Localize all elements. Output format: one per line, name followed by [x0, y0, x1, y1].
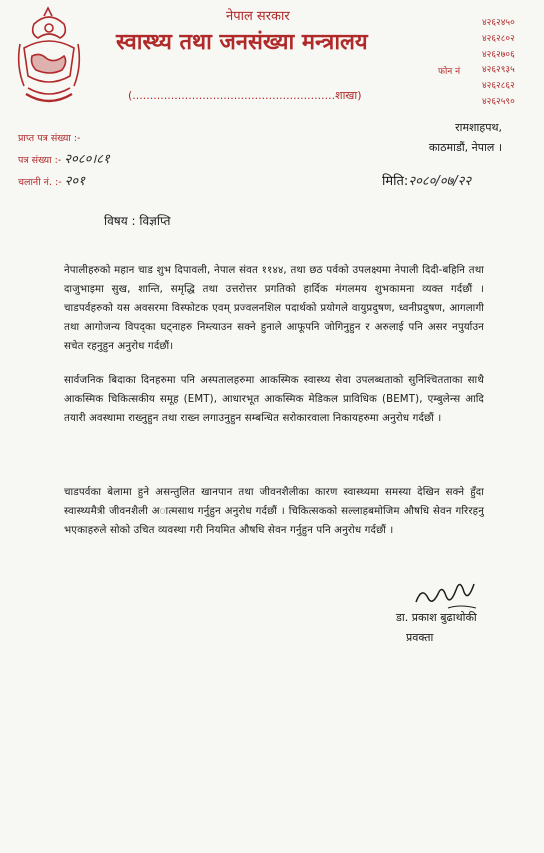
- letter-number-value: २०८०।८१: [64, 152, 110, 167]
- body-paragraph: चाडपर्वका बेलामा हुने असन्तुलित खानपान तथा जीवनशैलीका कारण स्वास्थ्यमा समस्या देखिन सक्ने हुँदा स्वास्थ्यमैत्री जीवनशैली अात्मसाथ गर्नुहुन अनुरोध गर्दछौं । चिकित्सकको सल्लाहबमोजिम औषधि सेवन गरिरहनु भएकाहरुले सोको उचित व्यवस्था गरी नियमित औषधि सेवन गर्नुहुन पनि अनुरोध गर्दछौं ।: [64, 487, 484, 536]
- body-paragraph: सार्वजनिक बिदाका दिनहरुमा पनि अस्पतालहरुमा आकस्मिक स्वास्थ्य सेवा उपलब्धताको सुनिश्चितताका साथै आकस्मिक चिकित्सकीय समूह (EMT), आधारभूत आकस्मिक मेडिकल प्राविधिक (BEMT), एम्बुलेन्स आदि तयारी अवस्थामा राख्नुहुन तथा राख्न लगाउनुहुन सम्बन्धित सरोकारवाला निकायहरुमा अनुरोध गर्दछौं ।: [64, 375, 484, 424]
- subject-line: [104, 212, 171, 229]
- ministry-title: स्वास्थ्य तथा जनसंख्या मन्त्रालय: [116, 30, 368, 55]
- letter-number-label: पत्र संख्या :-: [18, 155, 62, 166]
- phone-number: ४२६२७०६: [482, 49, 515, 60]
- date-line: [382, 171, 471, 189]
- dispatch-number-value: २०१: [64, 174, 85, 189]
- phone-number: ४२६२८६२: [482, 81, 515, 92]
- phone-number: ४२६२९३५: [482, 65, 515, 76]
- phone-number: ४२६२८०२: [482, 33, 515, 44]
- reference-block: [18, 128, 110, 193]
- phone-list: [482, 16, 515, 111]
- subject-text: विज्ञप्ति: [139, 214, 171, 228]
- received-number-label: प्राप्त पत्र संख्या :-: [18, 133, 81, 144]
- nepal-emblem-logo: [14, 4, 84, 108]
- phone-number: ४२६२५९०: [482, 96, 515, 107]
- date-value: २०८०/०७/२२: [408, 174, 472, 189]
- subject-label: विषय :: [104, 214, 136, 228]
- body-paragraph: नेपालीहरुको महान चाड शुभ दिपावली, नेपाल संवत ११४४, तथा छठ पर्वको उपलक्ष्यमा नेपाली दिदी-बहिनि तथा दाजुभाइमा सुख, शान्ति, समृद्धि तथा उत्तरोत्तर प्रगतिको हार्दिक मंगलमय शुभकामना व्यक्त गर्दछौं । चाडपर्वहरुको यस अवसरमा विस्फोटक एवम् प्रज्वलनशिल पदार्थको प्रयोगले वायुप्रदुषण, ध्वनीप्रदुषण, आगलागी तथा आगोजन्य विपद्का घट्नाहरु निम्त्याउन सक्ने हुनाले आफूपनि जोगिनुहुन र अरुलाई पनि असर नपुर्याउन सचेत रहनुहुन अनुरोध गर्दछौं।: [64, 265, 484, 352]
- letter-number-row: [18, 149, 110, 171]
- date-label: मिति:: [382, 174, 409, 189]
- government-heading: नेपाल सरकार: [226, 9, 290, 24]
- phone-label: फोन नं: [438, 67, 461, 77]
- office-address: [429, 118, 502, 158]
- address-line: रामशाहपथ,: [455, 121, 502, 134]
- address-line: काठमाडौं, नेपाल ।: [428, 141, 502, 154]
- signatory-block: [396, 608, 477, 648]
- dispatch-number-label: चलानी नं. :-: [18, 177, 62, 188]
- dispatch-number-row: [18, 171, 110, 193]
- signatory-name: डा. प्रकाश बुढाथोकी: [396, 611, 477, 624]
- branch-line: (..........................................................शाखा): [128, 89, 362, 102]
- signatory-role: प्रवक्ता: [406, 631, 434, 644]
- phone-number: ४२६२४५०: [482, 18, 515, 28]
